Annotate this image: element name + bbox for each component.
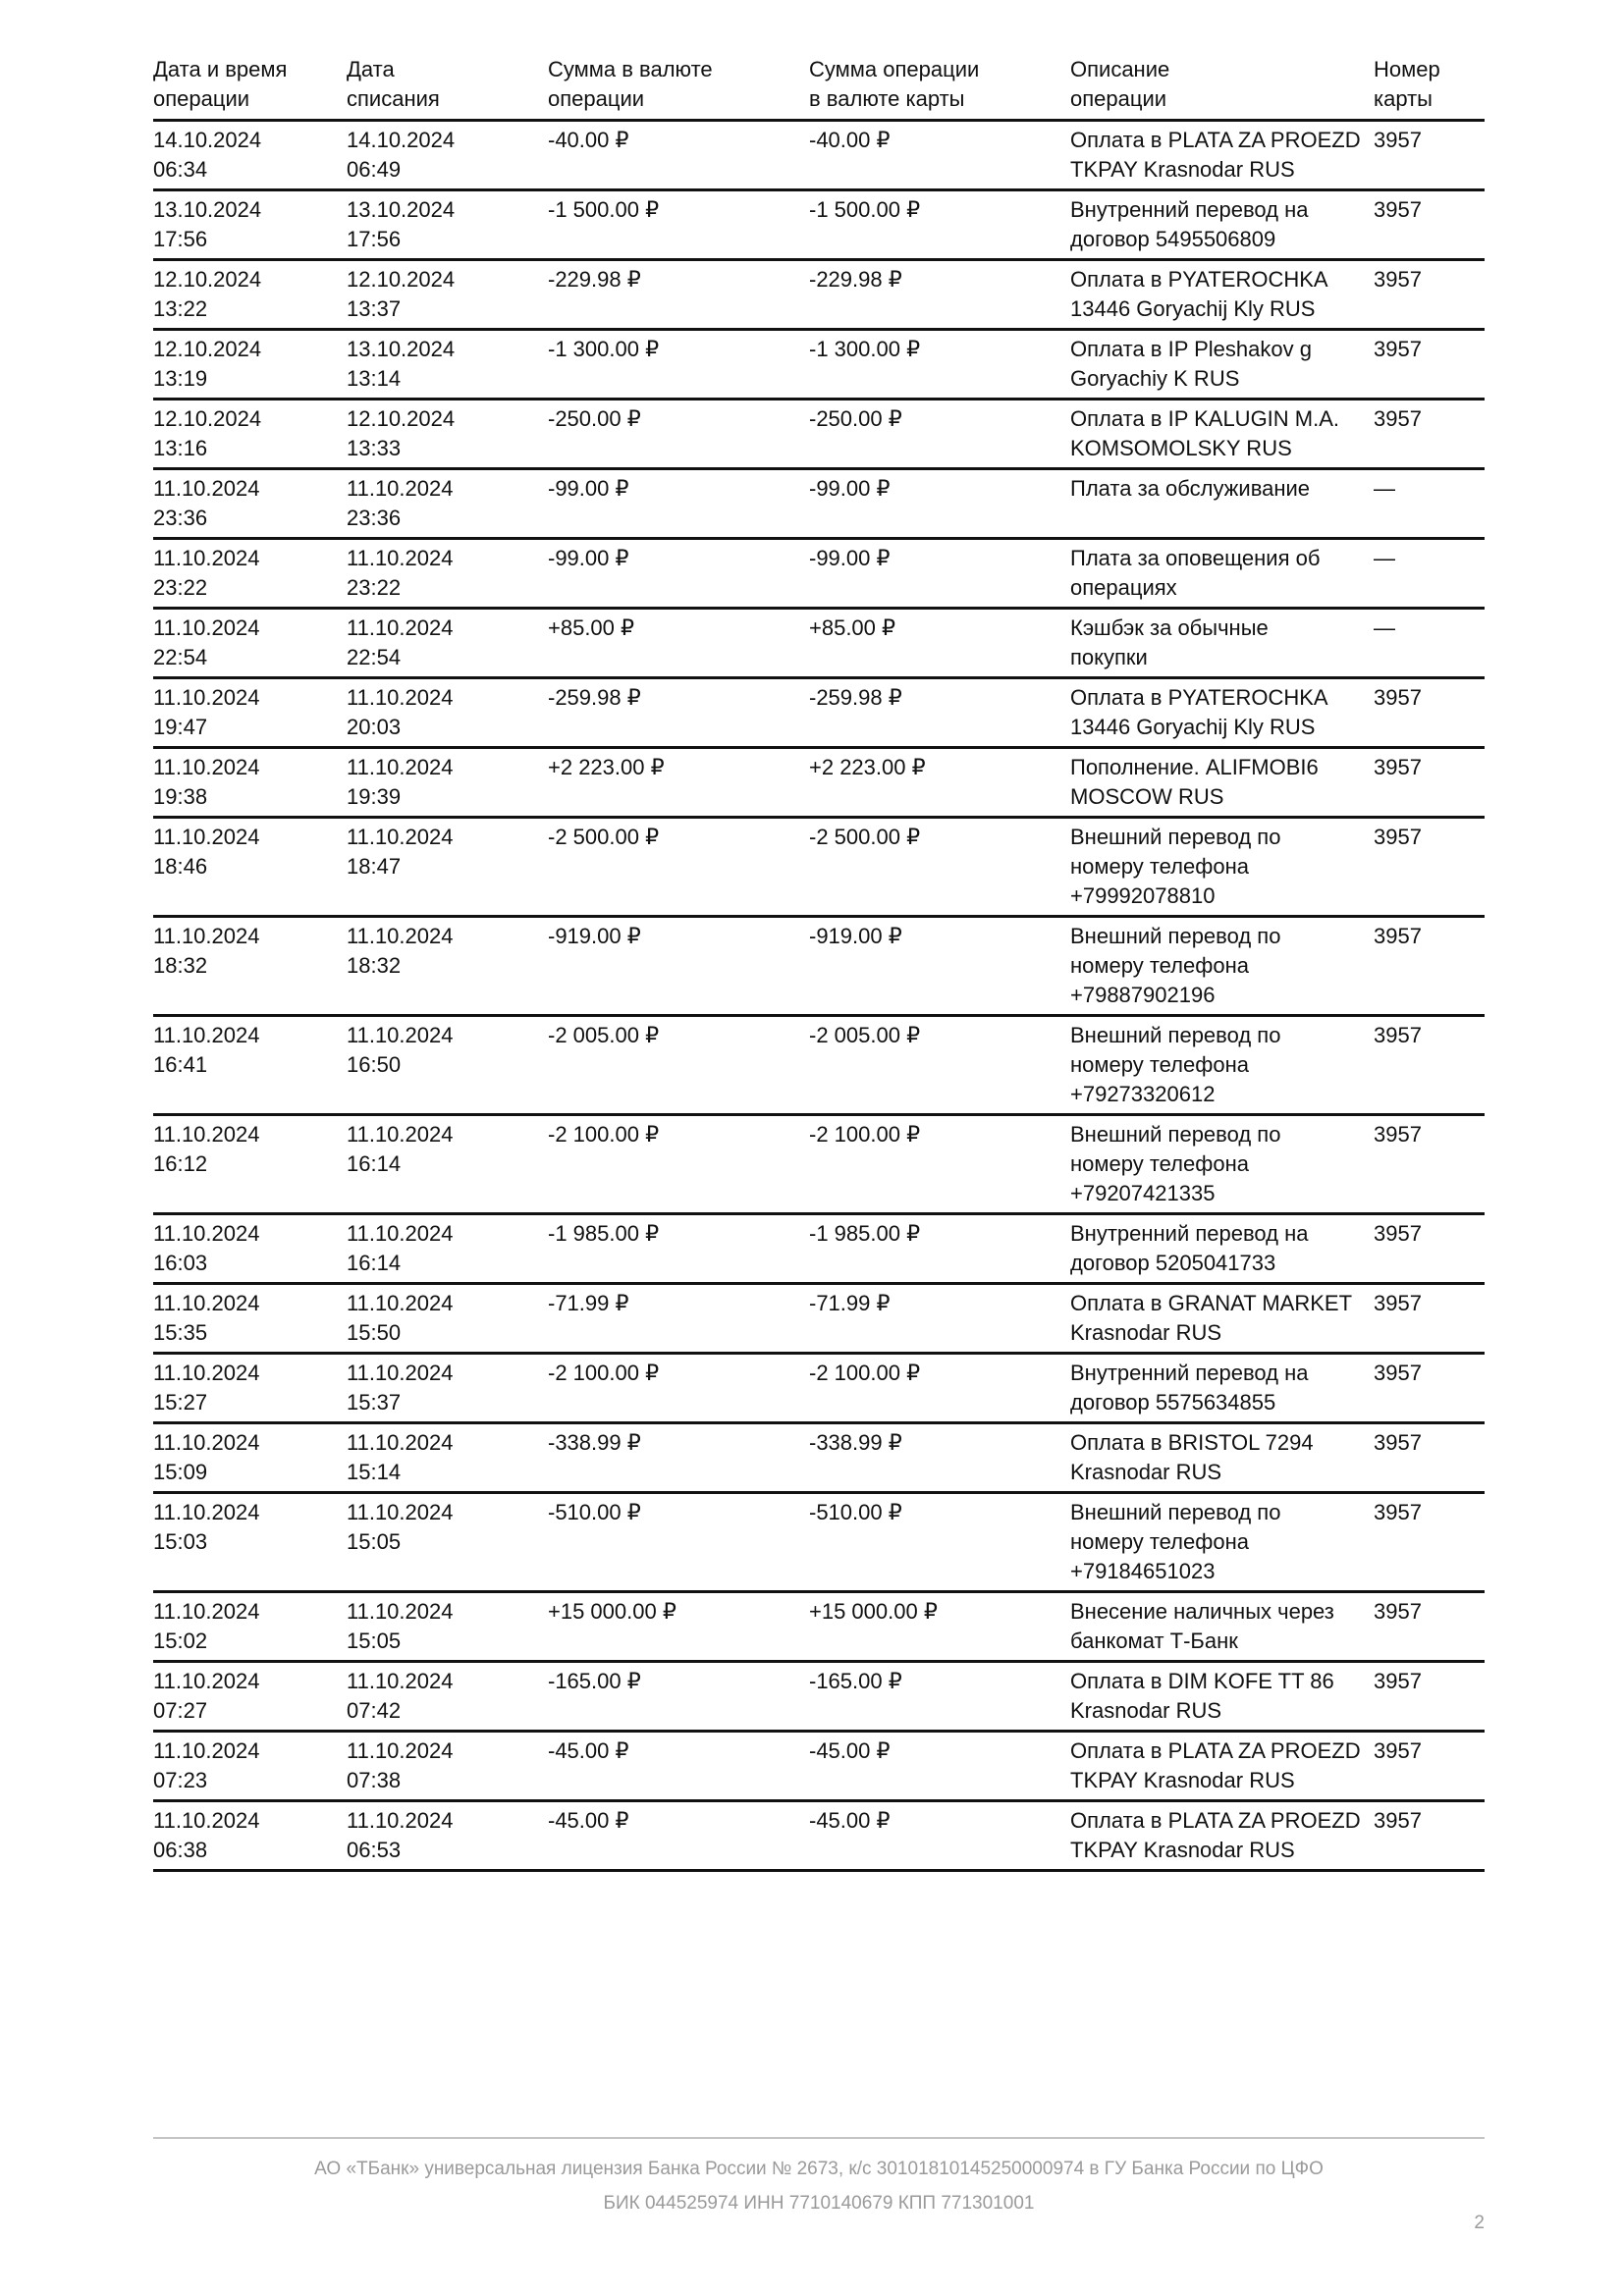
cell-card-number: 3957	[1374, 121, 1485, 190]
header-row	[153, 51, 1485, 121]
cell-amount-operation-currency: -2 100.00 ₽	[548, 1354, 809, 1423]
table-body	[153, 121, 1485, 1871]
cell-card-number: 3957	[1374, 1423, 1485, 1493]
cell-description: Оплата в PLATA ZA PROEZD TKPAY Krasnodar RUS	[1070, 121, 1374, 190]
cell-amount-operation-currency: -229.98 ₽	[548, 260, 809, 330]
table-row	[153, 1493, 1485, 1592]
cell-card-number: 3957	[1374, 1115, 1485, 1214]
cell-operation-datetime: 14.10.2024 06:34	[153, 121, 347, 190]
table-row	[153, 1284, 1485, 1354]
cell-amount-operation-currency: -1 985.00 ₽	[548, 1214, 809, 1284]
cell-description: Оплата в DIM KOFE TT 86 Krasnodar RUS	[1070, 1662, 1374, 1732]
table-row	[153, 260, 1485, 330]
table-row	[153, 469, 1485, 539]
cell-amount-operation-currency: +2 223.00 ₽	[548, 748, 809, 818]
cell-amount-operation-currency: -71.99 ₽	[548, 1284, 809, 1354]
cell-card-number: 3957	[1374, 400, 1485, 469]
cell-amount-operation-currency: -1 500.00 ₽	[548, 190, 809, 260]
table-row	[153, 1423, 1485, 1493]
cell-posting-date: 11.10.2024 18:32	[347, 917, 548, 1016]
cell-posting-date: 11.10.2024 15:14	[347, 1423, 548, 1493]
cell-amount-card-currency: -99.00 ₽	[809, 539, 1070, 609]
cell-operation-datetime: 11.10.2024 07:27	[153, 1662, 347, 1732]
header-card-number: Номер карты	[1374, 51, 1485, 121]
cell-posting-date: 12.10.2024 13:33	[347, 400, 548, 469]
cell-posting-date: 11.10.2024 07:38	[347, 1732, 548, 1801]
cell-description: Плата за оповещения об операциях	[1070, 539, 1374, 609]
cell-operation-datetime: 12.10.2024 13:22	[153, 260, 347, 330]
cell-card-number: 3957	[1374, 678, 1485, 748]
cell-posting-date: 13.10.2024 13:14	[347, 330, 548, 400]
cell-description: Внешний перевод по номеру телефона +79273320612	[1070, 1016, 1374, 1115]
header-amount-operation-currency: Сумма в валюте операции	[548, 51, 809, 121]
cell-amount-operation-currency: -510.00 ₽	[548, 1493, 809, 1592]
cell-posting-date: 12.10.2024 13:37	[347, 260, 548, 330]
table-header	[153, 51, 1485, 121]
cell-card-number: 3957	[1374, 1732, 1485, 1801]
cell-operation-datetime: 11.10.2024 16:03	[153, 1214, 347, 1284]
cell-card-number: —	[1374, 539, 1485, 609]
cell-posting-date: 11.10.2024 07:42	[347, 1662, 548, 1732]
table-row	[153, 1214, 1485, 1284]
page-number: 2	[1474, 2213, 1485, 2233]
cell-amount-card-currency: -250.00 ₽	[809, 400, 1070, 469]
cell-description: Внешний перевод по номеру телефона +79184651023	[1070, 1493, 1374, 1592]
cell-amount-operation-currency: -1 300.00 ₽	[548, 330, 809, 400]
cell-posting-date: 11.10.2024 19:39	[347, 748, 548, 818]
table-row	[153, 818, 1485, 917]
header-amount-card-currency: Сумма операции в валюте карты	[809, 51, 1070, 121]
cell-operation-datetime: 11.10.2024 19:38	[153, 748, 347, 818]
cell-description: Оплата в IP Pleshakov g Goryachiy K RUS	[1070, 330, 1374, 400]
cell-description: Кэшбэк за обычные покупки	[1070, 609, 1374, 678]
table-row	[153, 1115, 1485, 1214]
cell-card-number: 3957	[1374, 330, 1485, 400]
table-row	[153, 1662, 1485, 1732]
table-row	[153, 1801, 1485, 1871]
cell-card-number: 3957	[1374, 260, 1485, 330]
table-row	[153, 190, 1485, 260]
cell-amount-operation-currency: -165.00 ₽	[548, 1662, 809, 1732]
cell-amount-operation-currency: -338.99 ₽	[548, 1423, 809, 1493]
cell-operation-datetime: 13.10.2024 17:56	[153, 190, 347, 260]
cell-amount-card-currency: -2 005.00 ₽	[809, 1016, 1070, 1115]
cell-description: Оплата в PYATEROCHKA 13446 Goryachij Kly RUS	[1070, 678, 1374, 748]
table-row	[153, 1016, 1485, 1115]
cell-card-number: 3957	[1374, 1214, 1485, 1284]
cell-posting-date: 13.10.2024 17:56	[347, 190, 548, 260]
cell-operation-datetime: 11.10.2024 07:23	[153, 1732, 347, 1801]
cell-description: Оплата в BRISTOL 7294 Krasnodar RUS	[1070, 1423, 1374, 1493]
cell-amount-card-currency: -1 985.00 ₽	[809, 1214, 1070, 1284]
cell-card-number: 3957	[1374, 1016, 1485, 1115]
cell-description: Внутренний перевод на договор 5575634855	[1070, 1354, 1374, 1423]
cell-card-number: 3957	[1374, 1592, 1485, 1662]
footer-license-line: АО «ТБанк» универсальная лицензия Банка России № 2673, к/с 30101810145250000974 в ГУ Банка России по ЦФО	[314, 2159, 1324, 2179]
cell-description: Внутренний перевод на договор 5495506809	[1070, 190, 1374, 260]
cell-amount-operation-currency: +15 000.00 ₽	[548, 1592, 809, 1662]
cell-description: Плата за обслуживание	[1070, 469, 1374, 539]
cell-card-number: 3957	[1374, 748, 1485, 818]
header-operation-datetime: Дата и время операции	[153, 51, 347, 121]
table-row	[153, 539, 1485, 609]
cell-amount-card-currency: -2 100.00 ₽	[809, 1354, 1070, 1423]
table-row	[153, 678, 1485, 748]
cell-amount-operation-currency: -259.98 ₽	[548, 678, 809, 748]
cell-posting-date: 11.10.2024 23:22	[347, 539, 548, 609]
cell-card-number: 3957	[1374, 1354, 1485, 1423]
cell-amount-operation-currency: +85.00 ₽	[548, 609, 809, 678]
cell-posting-date: 11.10.2024 20:03	[347, 678, 548, 748]
cell-posting-date: 11.10.2024 15:37	[347, 1354, 548, 1423]
cell-description: Оплата в PLATA ZA PROEZD TKPAY Krasnodar RUS	[1070, 1732, 1374, 1801]
table-row	[153, 609, 1485, 678]
cell-description: Внесение наличных через банкомат Т-Банк	[1070, 1592, 1374, 1662]
cell-operation-datetime: 11.10.2024 15:27	[153, 1354, 347, 1423]
cell-posting-date: 11.10.2024 15:05	[347, 1493, 548, 1592]
cell-amount-operation-currency: -99.00 ₽	[548, 539, 809, 609]
cell-description: Оплата в GRANAT MARKET Krasnodar RUS	[1070, 1284, 1374, 1354]
cell-operation-datetime: 12.10.2024 13:19	[153, 330, 347, 400]
table-row	[153, 1592, 1485, 1662]
cell-operation-datetime: 11.10.2024 15:03	[153, 1493, 347, 1592]
table-row	[153, 121, 1485, 190]
header-description: Описание операции	[1070, 51, 1374, 121]
cell-amount-operation-currency: -40.00 ₽	[548, 121, 809, 190]
cell-description: Внешний перевод по номеру телефона +79887902196	[1070, 917, 1374, 1016]
cell-operation-datetime: 11.10.2024 19:47	[153, 678, 347, 748]
table-row	[153, 748, 1485, 818]
cell-amount-card-currency: -99.00 ₽	[809, 469, 1070, 539]
table-row	[153, 917, 1485, 1016]
cell-posting-date: 11.10.2024 16:14	[347, 1115, 548, 1214]
cell-posting-date: 11.10.2024 15:50	[347, 1284, 548, 1354]
cell-amount-card-currency: -1 500.00 ₽	[809, 190, 1070, 260]
cell-posting-date: 11.10.2024 22:54	[347, 609, 548, 678]
cell-amount-operation-currency: -250.00 ₽	[548, 400, 809, 469]
cell-operation-datetime: 11.10.2024 06:38	[153, 1801, 347, 1871]
cell-description: Оплата в PLATA ZA PROEZD TKPAY Krasnodar RUS	[1070, 1801, 1374, 1871]
cell-amount-operation-currency: -2 100.00 ₽	[548, 1115, 809, 1214]
cell-amount-card-currency: +15 000.00 ₽	[809, 1592, 1070, 1662]
cell-amount-operation-currency: -2 005.00 ₽	[548, 1016, 809, 1115]
cell-card-number: —	[1374, 469, 1485, 539]
cell-posting-date: 11.10.2024 06:53	[347, 1801, 548, 1871]
cell-operation-datetime: 11.10.2024 15:35	[153, 1284, 347, 1354]
header-posting-date: Дата списания	[347, 51, 548, 121]
cell-posting-date: 11.10.2024 23:36	[347, 469, 548, 539]
cell-operation-datetime: 11.10.2024 15:02	[153, 1592, 347, 1662]
cell-amount-card-currency: -338.99 ₽	[809, 1423, 1070, 1493]
cell-operation-datetime: 11.10.2024 16:12	[153, 1115, 347, 1214]
cell-operation-datetime: 11.10.2024 18:46	[153, 818, 347, 917]
cell-description: Внешний перевод по номеру телефона +79992078810	[1070, 818, 1374, 917]
cell-amount-card-currency: -919.00 ₽	[809, 917, 1070, 1016]
cell-operation-datetime: 11.10.2024 15:09	[153, 1423, 347, 1493]
cell-amount-operation-currency: -2 500.00 ₽	[548, 818, 809, 917]
cell-card-number: 3957	[1374, 917, 1485, 1016]
cell-description: Оплата в PYATEROCHKA 13446 Goryachij Kly RUS	[1070, 260, 1374, 330]
cell-amount-operation-currency: -99.00 ₽	[548, 469, 809, 539]
cell-operation-datetime: 11.10.2024 16:41	[153, 1016, 347, 1115]
cell-posting-date: 11.10.2024 16:14	[347, 1214, 548, 1284]
cell-posting-date: 14.10.2024 06:49	[347, 121, 548, 190]
cell-amount-card-currency: +85.00 ₽	[809, 609, 1070, 678]
operations-table	[153, 51, 1485, 1872]
table-row	[153, 1354, 1485, 1423]
cell-card-number: 3957	[1374, 818, 1485, 917]
cell-description: Внутренний перевод на договор 5205041733	[1070, 1214, 1374, 1284]
cell-posting-date: 11.10.2024 15:05	[347, 1592, 548, 1662]
cell-card-number: 3957	[1374, 1801, 1485, 1871]
cell-card-number: 3957	[1374, 190, 1485, 260]
table-row	[153, 330, 1485, 400]
cell-amount-card-currency: -259.98 ₽	[809, 678, 1070, 748]
statement-page	[153, 51, 1485, 1872]
cell-amount-card-currency: -165.00 ₽	[809, 1662, 1070, 1732]
cell-operation-datetime: 11.10.2024 18:32	[153, 917, 347, 1016]
table-row	[153, 400, 1485, 469]
cell-description: Пополнение. ALIFMOBI6 MOSCOW RUS	[1070, 748, 1374, 818]
cell-operation-datetime: 11.10.2024 23:36	[153, 469, 347, 539]
cell-amount-card-currency: -2 500.00 ₽	[809, 818, 1070, 917]
footer-requisites-line: БИК 044525974 ИНН 7710140679 КПП 771301001	[603, 2193, 1035, 2214]
cell-card-number: 3957	[1374, 1284, 1485, 1354]
cell-amount-card-currency: -40.00 ₽	[809, 121, 1070, 190]
cell-operation-datetime: 12.10.2024 13:16	[153, 400, 347, 469]
cell-operation-datetime: 11.10.2024 23:22	[153, 539, 347, 609]
cell-description: Внешний перевод по номеру телефона +79207421335	[1070, 1115, 1374, 1214]
cell-amount-card-currency: -1 300.00 ₽	[809, 330, 1070, 400]
cell-amount-card-currency: -71.99 ₽	[809, 1284, 1070, 1354]
cell-amount-card-currency: +2 223.00 ₽	[809, 748, 1070, 818]
cell-card-number: 3957	[1374, 1493, 1485, 1592]
table-row	[153, 1732, 1485, 1801]
cell-amount-card-currency: -45.00 ₽	[809, 1732, 1070, 1801]
cell-amount-operation-currency: -919.00 ₽	[548, 917, 809, 1016]
cell-amount-card-currency: -229.98 ₽	[809, 260, 1070, 330]
cell-amount-card-currency: -510.00 ₽	[809, 1493, 1070, 1592]
cell-amount-operation-currency: -45.00 ₽	[548, 1732, 809, 1801]
cell-amount-card-currency: -2 100.00 ₽	[809, 1115, 1070, 1214]
cell-card-number: —	[1374, 609, 1485, 678]
cell-amount-operation-currency: -45.00 ₽	[548, 1801, 809, 1871]
cell-posting-date: 11.10.2024 16:50	[347, 1016, 548, 1115]
cell-amount-card-currency: -45.00 ₽	[809, 1801, 1070, 1871]
footer-divider	[153, 2137, 1485, 2139]
cell-posting-date: 11.10.2024 18:47	[347, 818, 548, 917]
cell-description: Оплата в IP KALUGIN M.A. KOMSOMOLSKY RUS	[1070, 400, 1374, 469]
cell-operation-datetime: 11.10.2024 22:54	[153, 609, 347, 678]
cell-card-number: 3957	[1374, 1662, 1485, 1732]
